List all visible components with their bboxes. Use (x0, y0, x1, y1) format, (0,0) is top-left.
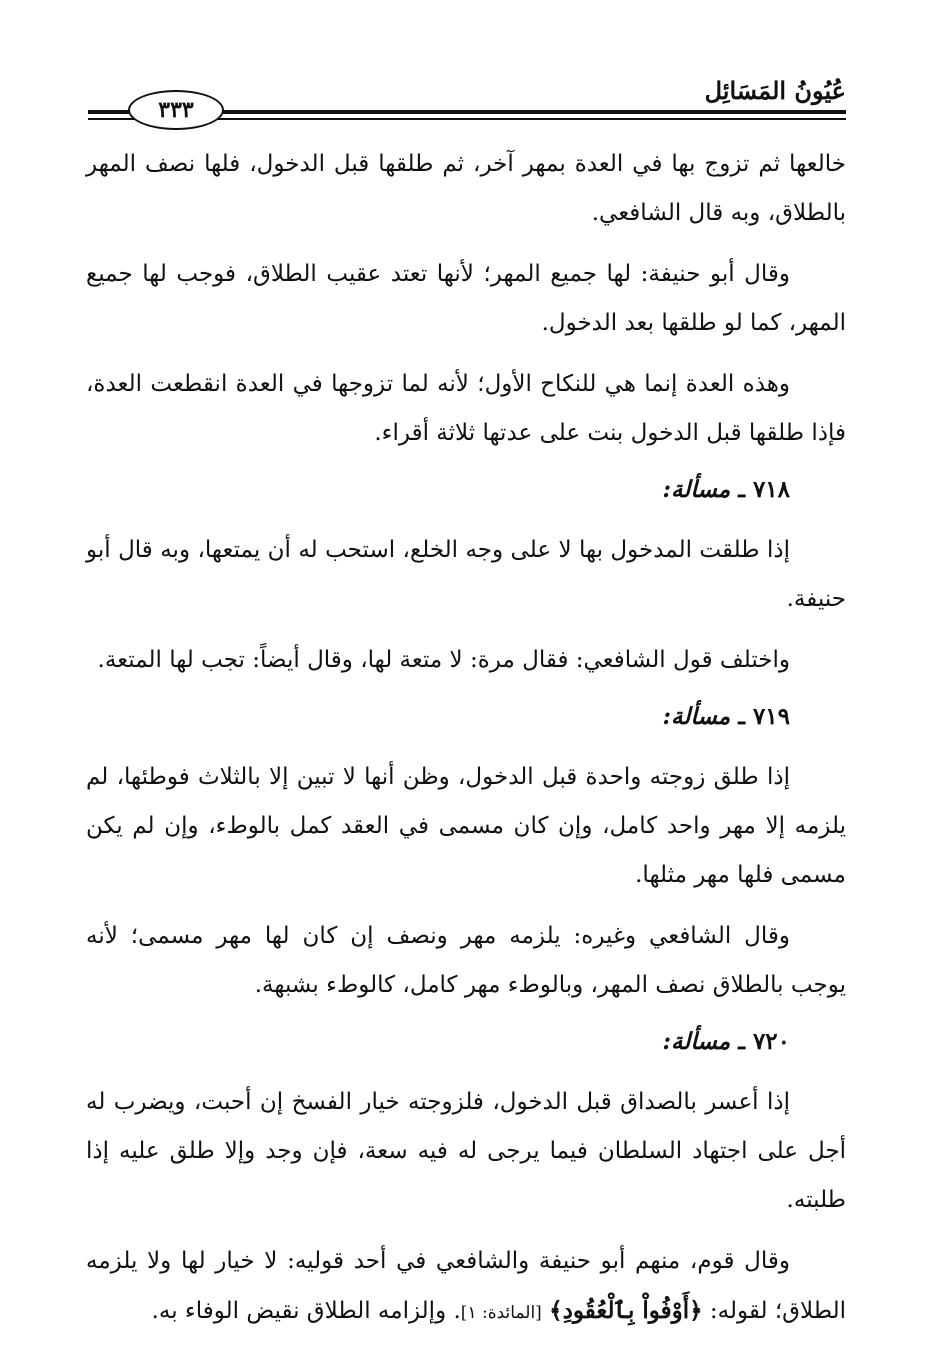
paragraph: إذا طلقت المدخول بها لا على وجه الخلع، استحب له أن يمتعها، وبه قال أبو حنيفة. (86, 537, 846, 612)
page-body (86, 140, 846, 1350)
page-number: ٣٣٣ (128, 90, 224, 130)
issue-number: ٧٢٠ ـ (738, 1028, 790, 1055)
paragraph: خالعها ثم تزوج بها في العدة بمهر آخر، ثم طلقها قبل الدخول، فلها نصف المهر بالطلاق، وبه قال الشافعي. (86, 151, 846, 226)
paragraph: واختلف قول الشافعي: فقال مرة: لا متعة لها، وقال أيضاً: تجب لها المتعة. (97, 647, 790, 673)
paragraph-text: . وإلزامه الطلاق نقيض الوفاء به. (151, 1298, 461, 1324)
issue-label: مسألة: (662, 703, 731, 730)
issue-label: مسألة: (662, 476, 731, 503)
paragraph: إذا طلق زوجته واحدة قبل الدخول، وظن أنها لا تبين إلا بالثلاث فوطئها، لم يلزمه إلا مهر واحد كامل، وإن كان مسمى في العقد كمل بالوطء، وإن لم يكن مسمى فلها مهر مثلها. (86, 764, 846, 888)
paragraph-text: وقال قوم، منهم أبو حنيفة والشافعي في أحد قوليه: لا خيار لها ولا يلزمه الطلاق؛ لقوله: (86, 1248, 846, 1324)
book-title: عُيُونُ المَسَائِل (704, 76, 846, 105)
issue-heading-718 (86, 470, 846, 510)
paragraph: وقال الشافعي وغيره: يلزمه مهر ونصف إن كان لها مهر مسمى؛ لأنه يوجب بالطلاق نصف المهر، وبالوطء مهر كامل، كالوطء بشبهة. (86, 923, 846, 998)
issue-heading-719 (86, 697, 846, 737)
paragraph-with-quote (86, 1237, 846, 1338)
paragraph: وقال أبو حنيفة: لها جميع المهر؛ لأنها تعتد عقيب الطلاق، فوجب لها جميع المهر، كما لو طلقها بعد الدخول. (86, 261, 846, 336)
quran-quote: ﴿أَوْفُواْ بِٱلْعُقُودِ﴾ (549, 1297, 703, 1324)
issue-label: مسألة: (662, 1028, 731, 1055)
issue-number: ٧١٩ ـ (738, 703, 790, 730)
quran-reference: [المائدة: ١] (460, 1303, 542, 1323)
issue-heading-720 (86, 1022, 846, 1062)
paragraph: إذا أعسر بالصداق قبل الدخول، فلزوجته خيار الفسخ إن أحبت، ويضرب له أجل على اجتهاد السلطان فيما يرجى له فيه سعة، فإن وجد وإلا طلق عليه إذا طلبته. (86, 1089, 846, 1213)
page-header (88, 68, 846, 128)
paragraph: وهذه العدة إنما هي للنكاح الأول؛ لأنه لما تزوجها في العدة انقطعت العدة، فإذا طلقها قبل الدخول بنت على عدتها ثلاثة أقراء. (86, 371, 846, 446)
issue-number: ٧١٨ ـ (738, 476, 790, 503)
